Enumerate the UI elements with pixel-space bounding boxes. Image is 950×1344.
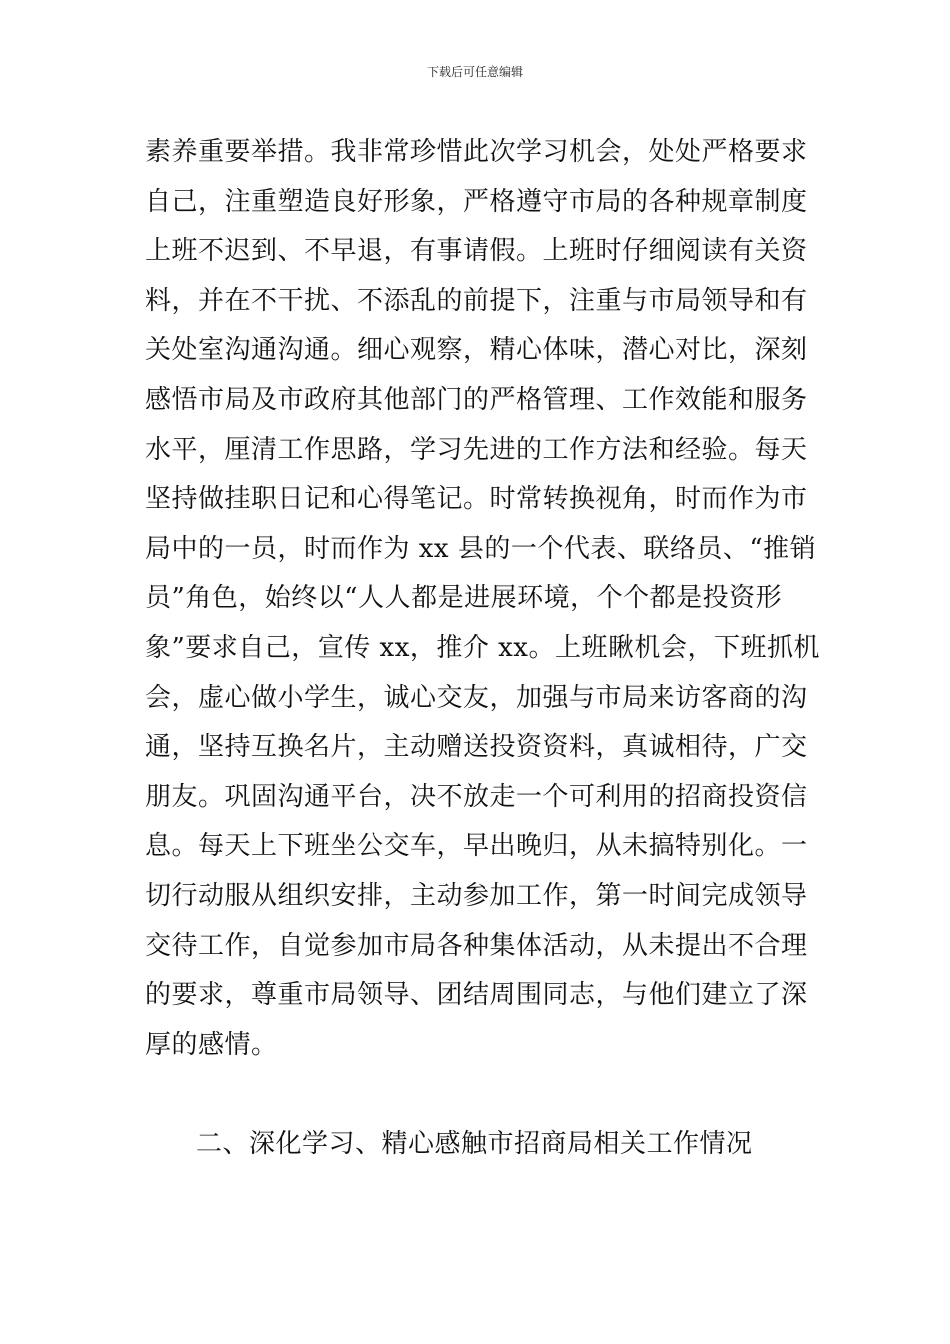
paragraph-line: 通，坚持互换名片，主动赠送投资资料，真诚相待，广交 [145, 732, 808, 763]
paragraph-line: 交待工作，自觉参加市局各种集体活动，从未提出不合理 [145, 930, 808, 961]
paragraph-line: 切行动服从组织安排，主动参加工作，第一时间完成领导 [145, 880, 808, 911]
paragraph-line: 关处室沟通沟通。细心观察，精心体味，潜心对比，深刻 [145, 335, 808, 366]
paragraph-line: 员”角色，始终以“人人都是进展环境，个个都是投资形 [145, 583, 783, 614]
paragraph-line: 厚的感情。 [145, 1029, 278, 1060]
paragraph-line: 的要求，尊重市局领导、团结周围同志，与他们建立了深 [145, 980, 808, 1011]
paragraph-line: 息。每天上下班坐公交车，早出晚归，从未搞特别化。一 [145, 831, 808, 862]
paragraph-line: 素养重要举措。我非常珍惜此次学习机会，处处严格要求 [145, 137, 808, 167]
section-heading: 二、深化学习、精心感触市招商局相关工作情况 [196, 1129, 753, 1159]
paragraph-line: 坚持做挂职日记和心得笔记。时常转换视角，时而作为市 [145, 484, 808, 515]
body-paragraph [145, 128, 820, 1070]
page-header: 下载后可任意编辑 [426, 65, 523, 79]
paragraph-line: 感悟市局及市政府其他部门的严格管理、工作效能和服务 [145, 384, 808, 415]
paragraph-line: 局中的一员，时而作为 xx 县的一个代表、联络员、“推销 [145, 533, 817, 564]
paragraph-line: 水平，厘清工作思路，学习先进的工作方法和经验。每天 [145, 434, 808, 465]
paragraph-line: 料，并在不干扰、不添乱的前提下，注重与市局领导和有 [145, 285, 808, 316]
paragraph-line: 上班不迟到、不早退，有事请假。上班时仔细阅读有关资 [145, 236, 808, 267]
paragraph-line: 自己，注重塑造良好形象，严格遵守市局的各种规章制度 [145, 186, 808, 217]
paragraph-line: 象”要求自己，宣传 xx，推介 xx。上班瞅机会，下班抓机 [145, 632, 820, 663]
paragraph-line: 朋友。巩固沟通平台，决不放走一个可利用的招商投资信 [145, 781, 808, 812]
paragraph-line: 会，虚心做小学生，诚心交友，加强与市局来访客商的沟 [145, 682, 808, 713]
